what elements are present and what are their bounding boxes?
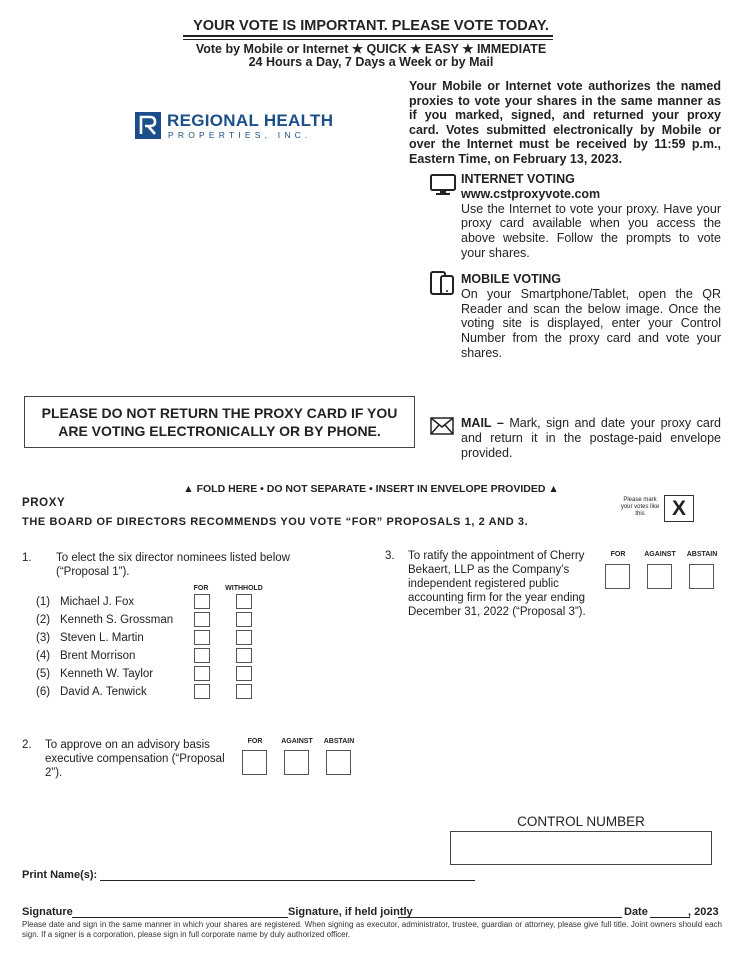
proposal-3-against-header: AGAINST — [644, 551, 676, 558]
signature-field[interactable] — [72, 917, 288, 918]
mobile-voting-text: On your Smartphone/Tablet, open the QR Reader and scan the below image. Once the voting site is displayed, enter your Control Number from the proxy card and vote your shares. — [461, 286, 721, 360]
vote-hours-line: 24 Hours a Day, 7 Days a Week or by Mail — [248, 55, 494, 69]
proposal-2-abstain-header: ABSTAIN — [323, 738, 355, 745]
proposal-2-for-header: FOR — [247, 738, 263, 745]
nominee-6-for-checkbox[interactable] — [194, 684, 210, 699]
notice-line-2: ARE VOTING ELECTRONICALLY OR BY PHONE. — [58, 422, 381, 439]
notice-line-1: PLEASE DO NOT RETURN THE PROXY CARD IF YOU — [41, 405, 398, 421]
proposal-2-text-line-1: To approve on an advisory basis — [45, 739, 210, 751]
joint-signature-label: Signature, if held jointly — [288, 906, 413, 918]
proposal-3-against-checkbox[interactable] — [647, 564, 672, 589]
nominee-3-name: Steven L. Martin — [60, 632, 144, 644]
print-name-label: Print Name(s): — [22, 869, 98, 881]
proposal-2-text — [45, 738, 245, 780]
do-not-return-notice — [24, 396, 415, 448]
proposal-3-text — [408, 549, 598, 619]
vote-methods-line: Vote by Mobile or Internet ★ QUICK ★ EASY ★ IMMEDIATE — [195, 42, 547, 56]
signature-row — [22, 906, 722, 920]
proposal-1-text — [56, 551, 356, 579]
nominee-3-for-checkbox[interactable] — [194, 630, 210, 645]
proposal-2-text-line-2: executive compensation (“Proposal 2”). — [45, 753, 225, 779]
proposal-3-line-5: December 31, 2022 (“Proposal 3”). — [408, 606, 586, 618]
proxy-label: PROXY — [22, 497, 66, 509]
nominee-1-withhold-checkbox[interactable] — [236, 594, 252, 609]
nominee-1-name: Michael J. Fox — [60, 596, 135, 608]
nominee-4-for-checkbox[interactable] — [194, 648, 210, 663]
proposal-3-for-checkbox[interactable] — [605, 564, 630, 589]
nominee-list — [36, 595, 276, 707]
nominee-2-name: Kenneth S. Grossman — [60, 614, 174, 626]
logo-subtitle: PROPERTIES, INC. — [168, 130, 312, 140]
proposal-2-for-checkbox[interactable] — [242, 750, 267, 775]
internet-voting-heading: INTERNET VOTING — [461, 172, 575, 186]
signing-instructions: Please date and sign in the same manner in which your shares are registered. When signing as executor, administrator, trustee, guardian or attorney, please give full title. Joint owners should each sign. If a signer is a corporation, please sign in full corporate name by duly authorized officer. — [22, 920, 722, 939]
nominee-6-name: David A. Tenwick — [60, 686, 147, 698]
proposal-3-line-1: To ratify the appointment of Cherry — [408, 550, 585, 562]
proposal-1-number: 1. — [22, 552, 32, 564]
proposal-2-against-checkbox[interactable] — [284, 750, 309, 775]
mail-voting-section — [461, 416, 721, 460]
nominee-1-num: (1) — [36, 596, 51, 608]
internet-voting-section — [461, 172, 721, 261]
nominee-4-name: Brent Morrison — [60, 650, 136, 662]
proposal-2-number: 2. — [22, 739, 32, 751]
title-rule — [183, 35, 553, 37]
authorization-text: Your Mobile or Internet vote authorizes the named proxies to vote your shares in the same manner as if you marked, signed, and returned your proxy card. Votes submitted electronically by Mobile or over the Internet must be received by 11:59 p.m., Eastern Time, on February 13, 2023. — [409, 79, 721, 166]
proposal-3-line-4: accounting firm for the year ending — [408, 592, 586, 604]
nominee-5-withhold-checkbox[interactable] — [236, 666, 252, 681]
internet-voting-url[interactable]: www.cstproxyvote.com — [461, 186, 601, 201]
proposal-3-for-header: FOR — [610, 551, 626, 558]
nominee-5-name: Kenneth W. Taylor — [60, 668, 154, 680]
control-number-label: CONTROL NUMBER — [517, 814, 645, 829]
nominee-2-for-checkbox[interactable] — [194, 612, 210, 627]
nominee-5-num: (5) — [36, 668, 51, 680]
proposal-2-against-header: AGAINST — [281, 738, 313, 745]
nominee-6-num: (6) — [36, 686, 51, 698]
internet-voting-text: Use the Internet to vote your proxy. Have your proxy card available when you access the above website. Follow the prompts to vote your shares. — [461, 201, 721, 260]
title-rule-thin — [183, 39, 553, 40]
mobile-device-icon — [430, 270, 456, 296]
proposal-1-for-header: FOR — [193, 585, 209, 592]
logo-name: REGIONAL HEALTH — [167, 111, 334, 130]
proposal-3-abstain-header: ABSTAIN — [686, 551, 718, 558]
monitor-icon — [430, 174, 456, 200]
nominee-2-num: (2) — [36, 614, 51, 626]
proposal-3-line-2: Bekaert, LLP as the Company’s — [408, 564, 570, 576]
date-label: Date — [624, 906, 648, 918]
nominee-4-num: (4) — [36, 650, 51, 662]
proposal-1-withhold-header: WITHHOLD — [225, 585, 263, 592]
board-recommendation: THE BOARD OF DIRECTORS RECOMMENDS YOU VOTE “FOR” PROPOSALS 1, 2 AND 3. — [22, 516, 529, 528]
mail-heading: MAIL – — [461, 416, 504, 430]
proposal-2-abstain-checkbox[interactable] — [326, 750, 351, 775]
date-year: , 2023 — [688, 906, 719, 918]
mark-example-text: Please mark your votes like this — [620, 497, 660, 517]
page-title: YOUR VOTE IS IMPORTANT. PLEASE VOTE TODAY. — [193, 18, 549, 34]
mail-text: Mark, sign and date your proxy card and return it in the postage-paid envelope provided. — [461, 416, 721, 460]
nominee-2-withhold-checkbox[interactable] — [236, 612, 252, 627]
fold-instruction: ▲ FOLD HERE • DO NOT SEPARATE • INSERT IN ENVELOPE PROVIDED ▲ — [183, 483, 559, 495]
proposal-3-number: 3. — [385, 550, 395, 562]
proposal-3-abstain-checkbox[interactable] — [689, 564, 714, 589]
nominee-1-for-checkbox[interactable] — [194, 594, 210, 609]
mobile-voting-heading: MOBILE VOTING — [461, 272, 561, 286]
nominee-3-num: (3) — [36, 632, 51, 644]
mark-example-box: X — [664, 495, 694, 522]
mobile-voting-section — [461, 272, 721, 361]
proposal-1-text-line-1: To elect the six director nominees listed below — [56, 552, 290, 564]
nominee-6-withhold-checkbox[interactable] — [236, 684, 252, 699]
nominee-3-withhold-checkbox[interactable] — [236, 630, 252, 645]
signature-label: Signature — [22, 906, 73, 918]
nominee-4-withhold-checkbox[interactable] — [236, 648, 252, 663]
company-logo — [135, 111, 335, 143]
logo-mark-icon — [135, 112, 161, 139]
proposal-1-text-line-2: (“Proposal 1”). — [56, 566, 130, 578]
control-number-box — [450, 831, 712, 865]
print-name-field[interactable] — [100, 880, 475, 881]
joint-signature-field[interactable] — [398, 917, 622, 918]
nominee-5-for-checkbox[interactable] — [194, 666, 210, 681]
envelope-icon — [430, 417, 456, 443]
date-field[interactable] — [650, 917, 690, 918]
proposal-3-line-3: independent registered public — [408, 578, 559, 590]
